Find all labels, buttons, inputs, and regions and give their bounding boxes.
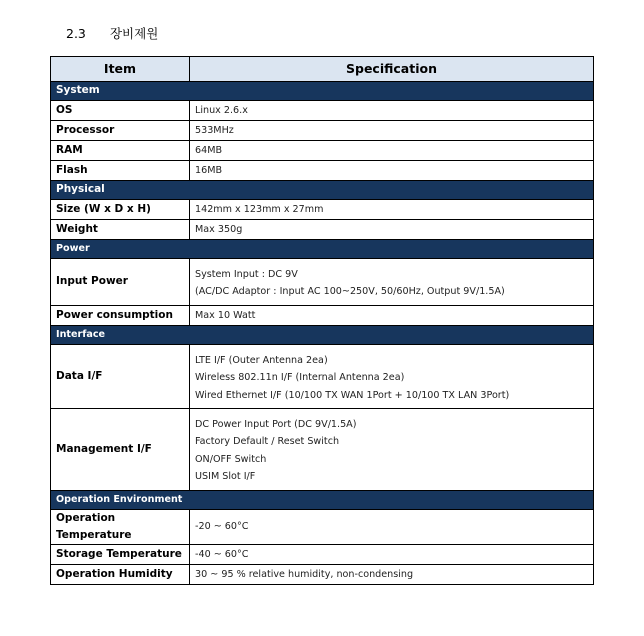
spec-cell [190,101,594,121]
section-heading [66,24,158,42]
section-title: Interface [51,325,594,344]
spec-cell [190,344,594,408]
spec-line: Wired Ethernet I/F (10/100 TX WAN 1Port + 10/100 TX LAN 3Port) [195,389,510,401]
table-row [51,121,594,141]
spec-line: Linux 2.6.x [195,104,248,116]
spec-cell [190,141,594,161]
section-row [51,82,594,101]
spec-line: -20 ~ 60°C [195,521,249,533]
section-title: Power [51,240,594,259]
column-header-specification: Specification [190,57,594,82]
spec-cell [190,565,594,585]
table-row [51,220,594,240]
item-cell: RAM [51,141,190,161]
spec-line: Max 10 Watt [195,309,256,321]
section-title: 장비제원 [109,26,159,41]
spec-line: Wireless 802.11n I/F (Internal Antenna 2ea) [195,372,405,384]
spec-line: USIM Slot I/F [195,471,256,483]
item-cell: Management I/F [51,409,190,491]
spec-cell [190,200,594,220]
spec-cell [190,259,594,306]
table-row [51,101,594,121]
spec-line: System Input : DC 9V [195,269,298,280]
spec-line: -40 ~ 60°C [195,549,249,561]
spec-line: 142mm x 123mm x 27mm [195,203,324,215]
spec-table-body [51,82,594,585]
spec-cell [190,509,594,545]
item-cell: Processor [51,121,190,141]
spec-line: ON/OFF Switch [195,453,267,465]
table-row [51,409,594,491]
spec-cell [190,545,594,565]
section-row [51,240,594,259]
section-row [51,325,594,344]
spec-cell [190,305,594,325]
spec-line: (AC/DC Adaptor : Input AC 100~250V, 50/60Hz, Output 9V/1.5A) [195,286,505,298]
spec-cell [190,409,594,491]
spec-line: 30 ~ 95 % relative humidity, non-condensing [195,569,414,581]
item-cell: Input Power [51,259,190,306]
table-row [51,509,594,545]
column-header-item: Item [51,57,190,82]
table-row [51,141,594,161]
spec-line: DC Power Input Port (DC 9V/1.5A) [195,419,357,431]
section-title: Physical [51,181,594,200]
item-cell: Operation Temperature [51,509,190,545]
spec-line: LTE I/F (Outer Antenna 2ea) [195,354,328,366]
table-row [51,545,594,565]
table-row [51,565,594,585]
table-row [51,161,594,181]
table-row [51,259,594,306]
table-row [51,200,594,220]
spec-table [50,56,594,585]
section-row [51,181,594,200]
section-row [51,490,594,509]
item-cell: Size (W x D x H) [51,200,190,220]
spec-line: 64MB [195,144,223,156]
section-title: System [51,82,594,101]
spec-line: 533MHz [195,124,234,136]
item-cell: OS [51,101,190,121]
spec-line: Max 350g [195,223,243,235]
spec-cell [190,220,594,240]
item-cell: Storage Temperature [51,545,190,565]
spec-cell [190,161,594,181]
spec-cell [190,121,594,141]
spec-line: 16MB [195,164,223,176]
item-cell: Operation Humidity [51,565,190,585]
spec-line: Factory Default / Reset Switch [195,436,340,448]
table-row [51,344,594,408]
table-row [51,305,594,325]
section-number: 2.3 [66,26,86,41]
item-cell: Power consumption [51,305,190,325]
item-cell: Weight [51,220,190,240]
section-title: Operation Environment [51,490,594,509]
item-cell: Data I/F [51,344,190,408]
item-cell: Flash [51,161,190,181]
